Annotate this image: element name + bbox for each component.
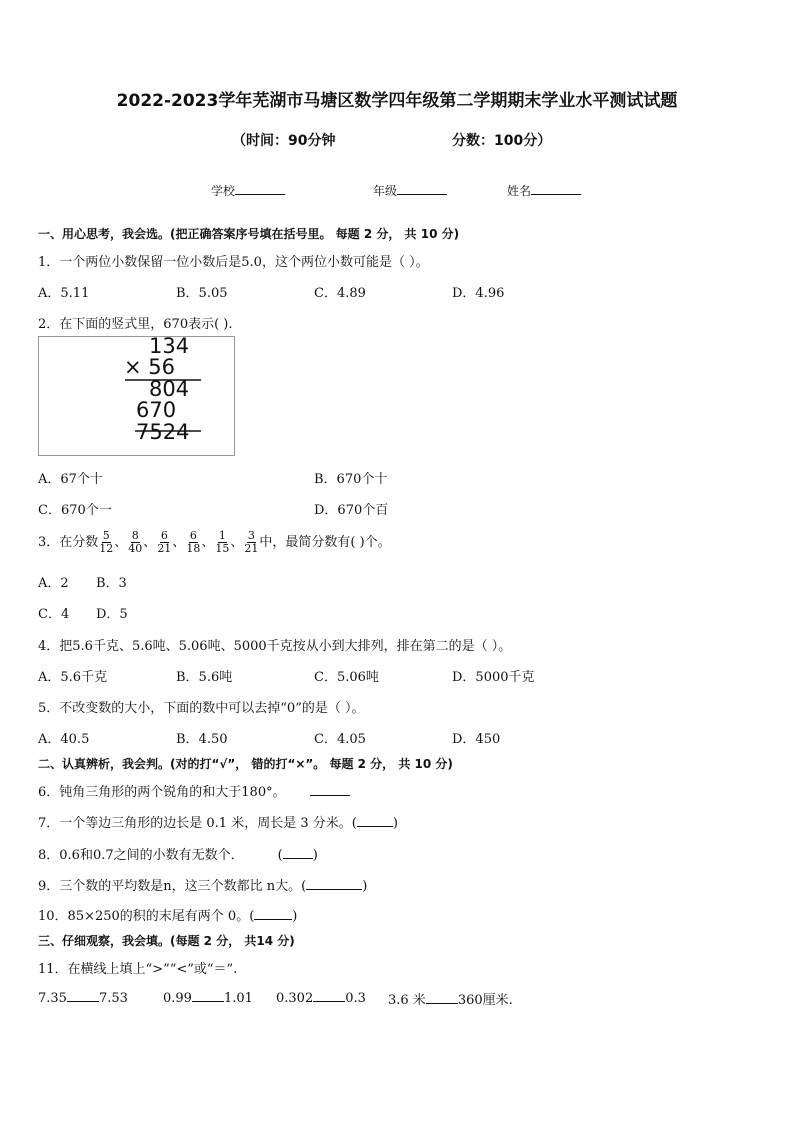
q7-text: 7．一个等边三角形的边长是 0.1 米，周长是 3 分米。(	[38, 816, 357, 831]
q3-option-a[interactable]: A．2	[38, 576, 69, 591]
fraction-4	[186, 530, 200, 555]
q8-answer-blank[interactable]	[283, 846, 313, 859]
question-9	[38, 875, 367, 894]
question-3	[38, 530, 391, 555]
q11-item-2-left: 0.99	[163, 991, 192, 1006]
q11-item-1-left: 7.35	[38, 991, 67, 1006]
question-2: 2．在下面的竖式里，670表示( ).	[38, 317, 233, 332]
exam-time: （时间：90分钟	[232, 133, 336, 149]
fraction-numerator: 1	[218, 529, 226, 542]
question-7	[38, 812, 398, 831]
fraction-numerator: 6	[189, 529, 197, 542]
exam-score: 分数：100分）	[452, 133, 552, 149]
q11-item-1-right: 7.53	[98, 991, 128, 1006]
q7-answer-blank[interactable]	[357, 814, 393, 827]
q11-item-1-blank[interactable]	[67, 989, 99, 1002]
q4-option-a[interactable]: A．5.6千克	[38, 670, 108, 685]
fraction-numerator: 5	[102, 529, 110, 542]
question-5: 5．不改变数的大小，下面的数中可以去掉“0”的是（ ）。	[38, 701, 365, 716]
question-1: 1．一个两位小数保留一位小数后是5.0，这个两位小数可能是（ ）。	[38, 255, 429, 270]
q8-text: 8．0.6和0.7之间的小数有无数个．	[38, 848, 244, 863]
q11-item-4	[388, 989, 513, 1008]
name-blank[interactable]	[531, 182, 581, 195]
calc-line-3: 804	[149, 377, 190, 401]
fraction-denominator: 18	[186, 542, 201, 555]
q1-option-c[interactable]: C．4.89	[314, 286, 366, 301]
grade-blank[interactable]	[397, 182, 447, 195]
fraction-3	[157, 530, 171, 555]
q2-option-b[interactable]: B．670个十	[314, 472, 388, 487]
school-label: 学校	[211, 184, 236, 198]
q11-item-1	[38, 989, 128, 1006]
q1-option-d[interactable]: D．4.96	[452, 286, 505, 301]
q5-option-c[interactable]: C．4.05	[314, 732, 366, 747]
question-4: 4．把5.6千克、5.6吨、5.06吨、5000千克按从小到大排列，排在第二的是（ ）。	[38, 639, 512, 654]
q9-text: 9．三个数的平均数是n，这三个数都比 n大。(	[38, 879, 307, 894]
q11-item-4-left: 3.6 米	[388, 993, 426, 1008]
q8-open: (	[277, 848, 283, 863]
q4-option-b[interactable]: B．5.6吨	[176, 670, 233, 685]
name-label: 姓名	[507, 184, 532, 198]
q3-suffix: 中，最简分数有( )个。	[259, 535, 391, 550]
calc-line-1: 134	[149, 334, 190, 358]
q2-option-a[interactable]: A．67个十	[38, 472, 103, 487]
q4-option-d[interactable]: D．5000千克	[452, 670, 535, 685]
q11-item-3-right: 0.3	[345, 991, 366, 1006]
separator: 、	[114, 535, 128, 550]
separator: 、	[230, 535, 244, 550]
fraction-1	[99, 530, 113, 555]
q1-option-a[interactable]: A．5.11	[38, 286, 90, 301]
fraction-denominator: 21	[157, 542, 172, 555]
q2-option-d[interactable]: D．670个百	[314, 503, 389, 518]
multiplication-figure	[38, 336, 235, 456]
page-title: 2022-2023学年芜湖市马塘区数学四年级第二学期期末学业水平测试试题	[116, 91, 678, 111]
fraction-denominator: 15	[215, 542, 230, 555]
question-8	[38, 844, 318, 863]
q5-option-b[interactable]: B．4.50	[176, 732, 228, 747]
q7-close: )	[392, 816, 398, 831]
q1-option-b[interactable]: B．5.05	[176, 286, 228, 301]
q3-option-b[interactable]: B．3	[96, 576, 127, 591]
q6-text: 6．钝角三角形的两个锐角的和大于180°。	[38, 785, 286, 800]
q9-close: )	[362, 879, 368, 894]
calc-line-4: 670	[136, 398, 177, 422]
question-6	[38, 781, 350, 800]
question-11: 11．在横线上填上“>”“<”或“＝”.	[38, 962, 238, 977]
separator: 、	[172, 535, 186, 550]
q11-item-3-left: 0.302	[276, 991, 314, 1006]
q10-answer-blank[interactable]	[254, 907, 292, 920]
q5-option-a[interactable]: A．40.5	[38, 732, 90, 747]
q11-item-2-blank[interactable]	[192, 989, 224, 1002]
grade-field[interactable]	[373, 182, 447, 199]
q9-answer-blank[interactable]	[306, 877, 362, 890]
q5-option-d[interactable]: D．450	[452, 732, 501, 747]
q3-option-d[interactable]: D．5	[96, 607, 128, 622]
q11-item-2	[163, 989, 253, 1006]
section-2-heading: 二、认真辨析，我会判。(对的打“√”， 错的打“×”。 每题 2 分， 共 10 分)	[38, 757, 453, 771]
fraction-2	[128, 530, 142, 555]
fraction-5	[215, 530, 229, 555]
q2-option-c[interactable]: C．670个一	[38, 503, 112, 518]
name-field[interactable]	[507, 182, 581, 199]
fraction-6	[244, 530, 258, 555]
fraction-denominator: 21	[244, 542, 259, 555]
q11-item-4-right: 360厘米.	[457, 993, 513, 1008]
q11-item-3-blank[interactable]	[313, 989, 345, 1002]
calc-line-5: 7524	[136, 420, 190, 444]
school-blank[interactable]	[235, 182, 285, 195]
fraction-numerator: 3	[247, 529, 255, 542]
q6-answer-blank[interactable]	[310, 783, 350, 796]
q10-text: 10．85×250的积的末尾有两个 0。(	[38, 909, 255, 924]
fraction-denominator: 12	[99, 542, 114, 555]
calc-line-2: × 56	[124, 355, 175, 379]
fraction-denominator: 40	[128, 542, 143, 555]
q8-close: )	[312, 848, 318, 863]
q11-item-2-right: 1.01	[223, 991, 253, 1006]
q3-option-c[interactable]: C．4	[38, 607, 70, 622]
question-10	[38, 905, 297, 924]
q10-close: )	[292, 909, 298, 924]
q4-option-c[interactable]: C．5.06吨	[314, 670, 379, 685]
fraction-numerator: 6	[160, 529, 168, 542]
q11-item-3	[276, 989, 366, 1006]
school-field[interactable]	[211, 182, 285, 199]
q3-prefix: 3．在分数	[38, 535, 99, 550]
separator: 、	[143, 535, 157, 550]
fraction-numerator: 8	[131, 529, 139, 542]
separator: 、	[201, 535, 215, 550]
q11-item-4-blank[interactable]	[426, 991, 458, 1004]
section-3-heading: 三、仔细观察，我会填。(每题 2 分， 共14 分)	[38, 934, 295, 948]
grade-label: 年级	[373, 184, 398, 198]
section-1-heading: 一、用心思考，我会选。(把正确答案序号填在括号里。 每题 2 分， 共 10 分)	[38, 227, 460, 241]
